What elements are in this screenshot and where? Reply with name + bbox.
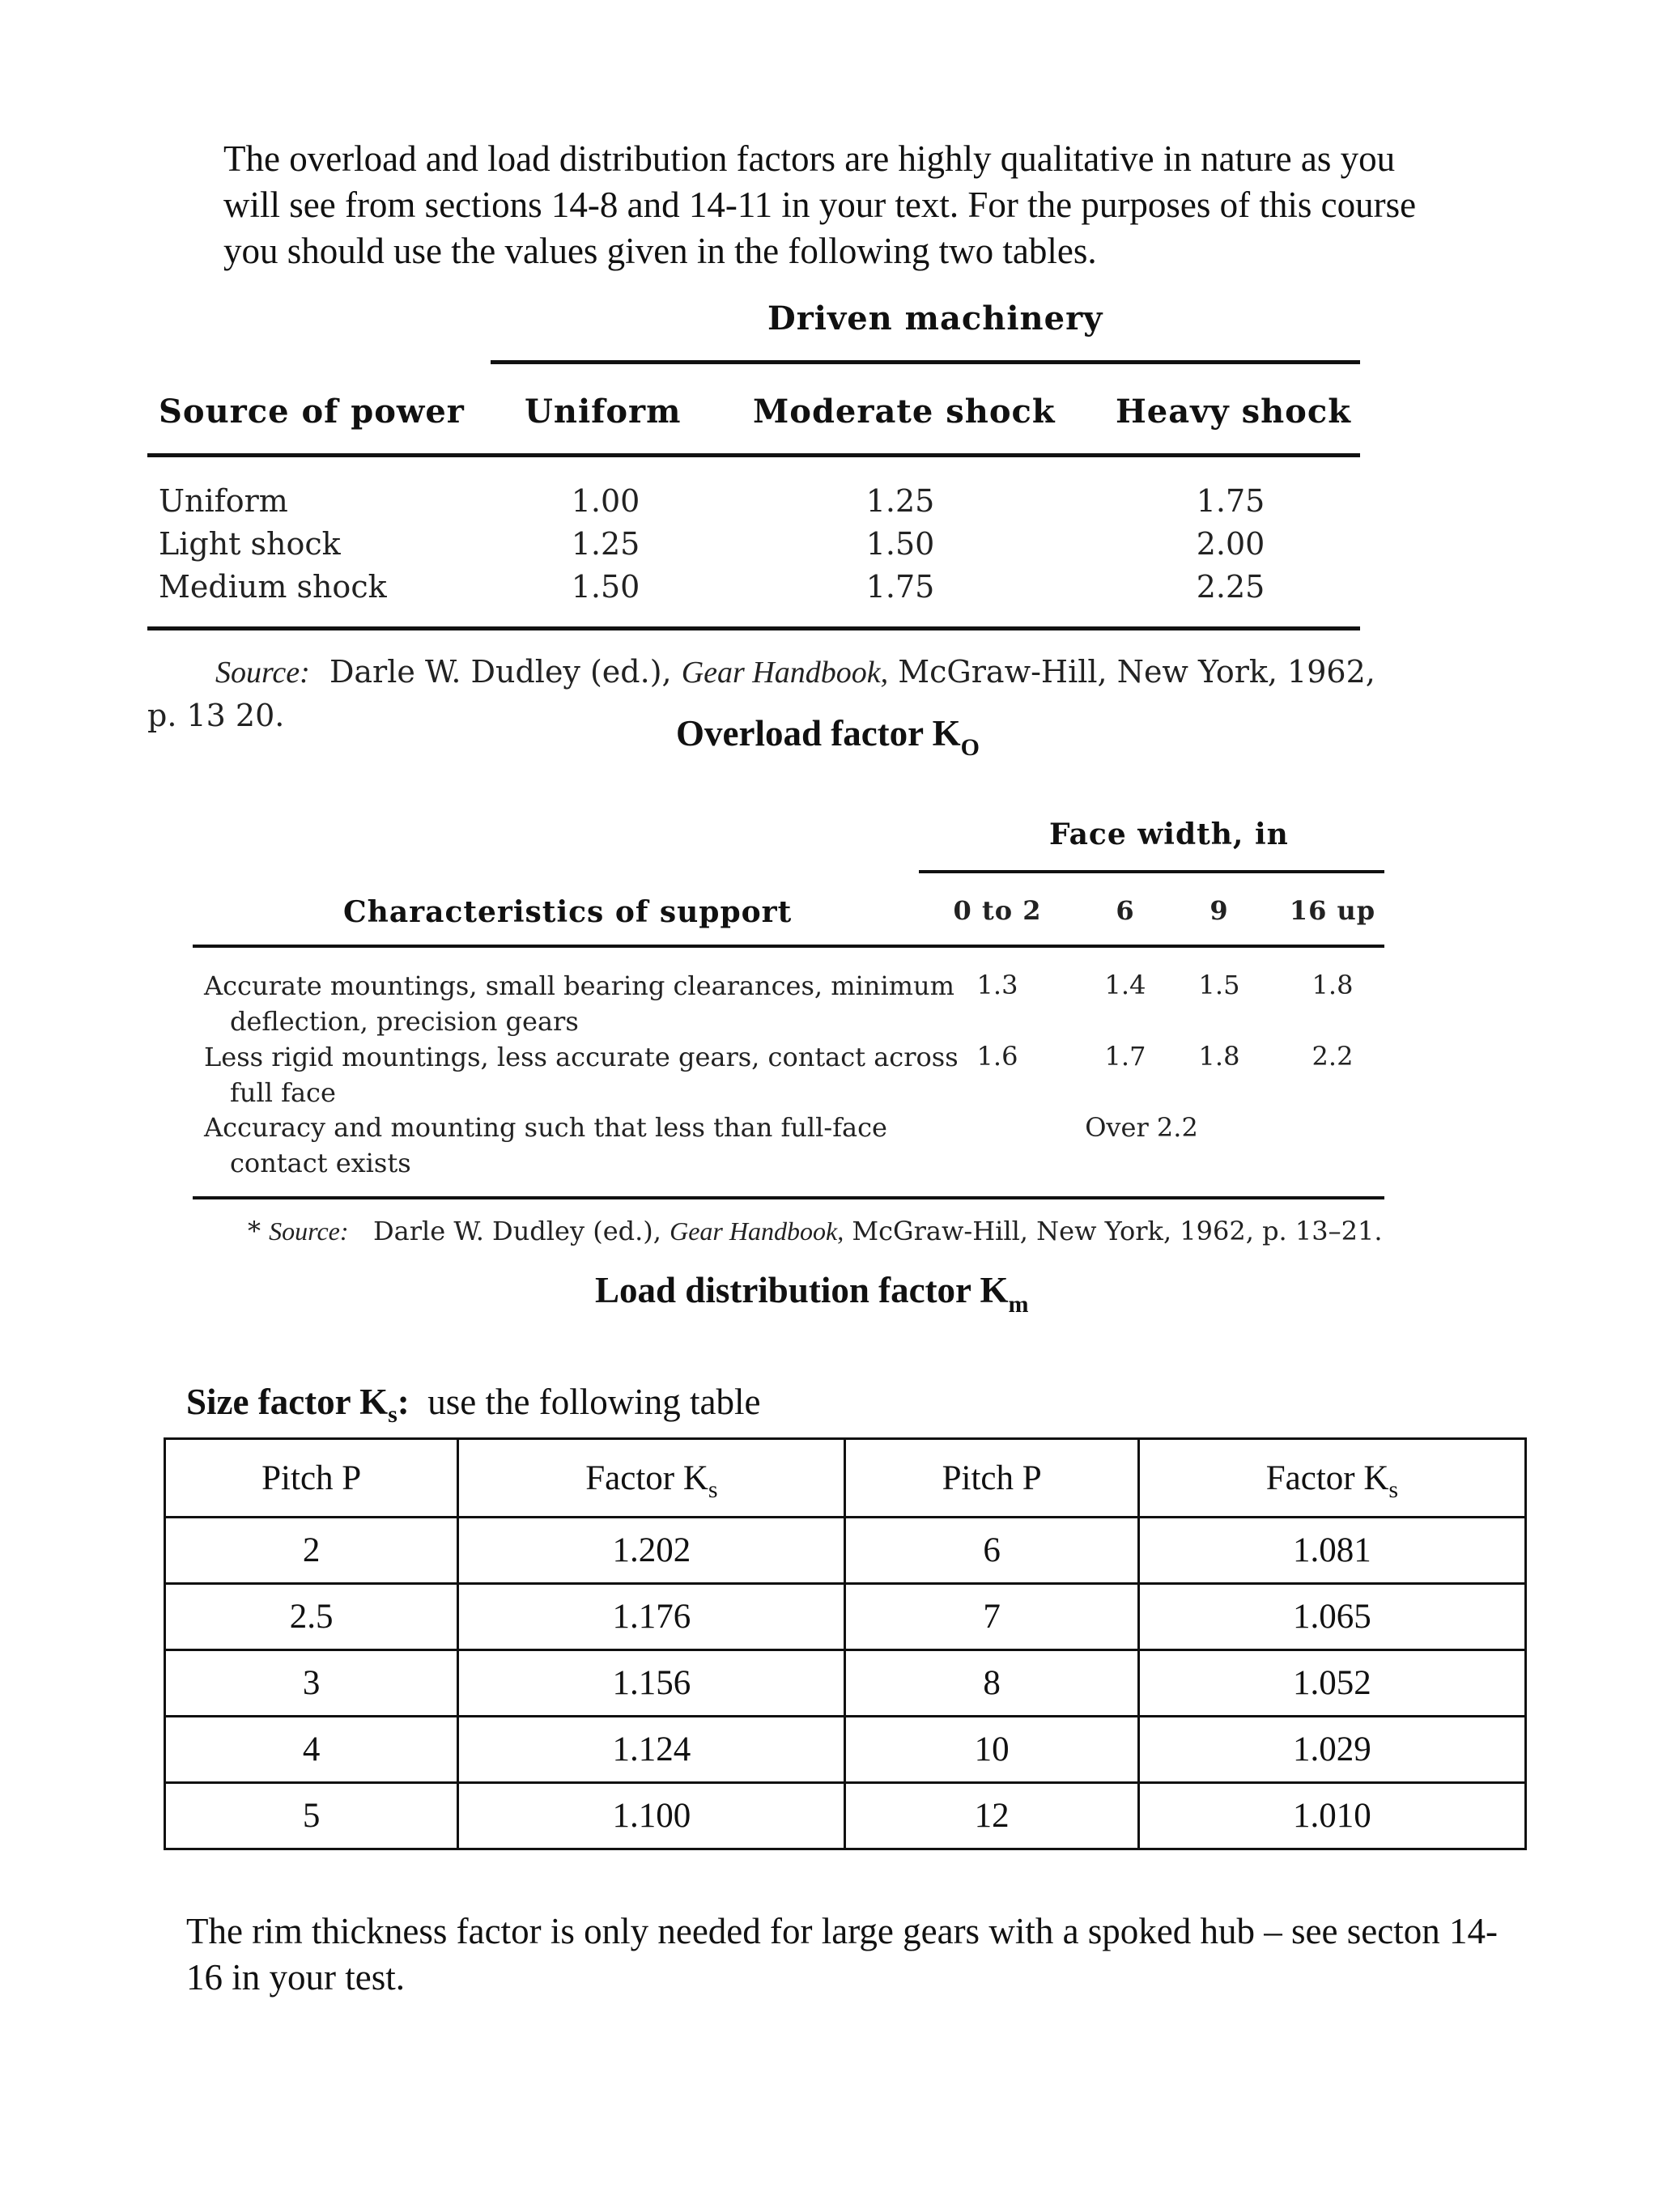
load-distribution-caption [595, 1269, 1029, 1318]
table-cell: 1.8 [1312, 970, 1354, 1000]
rule [147, 626, 1360, 630]
table-cell: 6 [845, 1518, 1138, 1584]
row-label: Light shock [159, 526, 341, 562]
intro-paragraph: The overload and load distribution factors are highly qualitative in nature as you will see from sections 14-8 and 14-11 in your text. For the purposes of this course you should use the values given in the following two tables. [223, 138, 1417, 271]
row-text-line: Accuracy and mounting such that less than full-face [204, 1112, 887, 1143]
outro-paragraph: The rim thickness factor is only needed for large gears with a spoked hub – see secton 14-16 in your test. [186, 1911, 1498, 1998]
heading-colon: : [397, 1382, 410, 1422]
table-cell: 2.00 [1196, 526, 1265, 562]
caption-text: Load distribution factor K [595, 1270, 1009, 1310]
table-cell: 1.8 [1198, 1041, 1240, 1072]
table-cell: 1.176 [458, 1584, 845, 1650]
source-book: Gear Handbook, [681, 656, 889, 690]
load-source-note [248, 1216, 1383, 1246]
table-cell: 4 [165, 1717, 458, 1783]
caption-text: Overload factor K [676, 713, 961, 754]
table-cell: 1.156 [458, 1650, 845, 1717]
size-factor-table [164, 1437, 1527, 1850]
table-cell: 2.2 [1312, 1041, 1354, 1072]
driven-machinery-header: Driven machinery [767, 299, 1103, 338]
caption-subscript: O [960, 734, 980, 761]
table-cell: 1.75 [865, 569, 935, 605]
rule [491, 360, 1360, 364]
table-cell: 1.6 [976, 1041, 1018, 1072]
header-text: Factor K [585, 1458, 708, 1497]
support-row-1 [204, 968, 954, 1039]
table-cell: 1.25 [571, 526, 640, 562]
col-header-moderate-shock: Moderate shock [753, 393, 1056, 431]
table-cell: 1.7 [1104, 1041, 1146, 1072]
table-cell: 1.065 [1138, 1584, 1525, 1650]
caption-subscript: m [1008, 1291, 1029, 1318]
heading-subscript: s [388, 1401, 397, 1428]
header-factor [1138, 1439, 1525, 1518]
source-book: Gear Handbook, [670, 1216, 844, 1246]
row-text-line: contact exists [230, 1148, 411, 1178]
table-row [165, 1650, 1526, 1717]
row-text-line: Accurate mountings, small bearing clearances, minimum [204, 970, 954, 1001]
table-row [165, 1518, 1526, 1584]
size-factor-heading [186, 1381, 761, 1428]
table-cell: 2.25 [1196, 569, 1265, 605]
table-cell: 7 [845, 1584, 1138, 1650]
source-publisher: McGraw-Hill, New York, 1962, [898, 654, 1375, 690]
table-cell: 1.081 [1138, 1518, 1525, 1584]
col-header-9: 9 [1209, 895, 1229, 926]
support-row-2 [204, 1039, 959, 1110]
row-text-line: deflection, precision gears [230, 1006, 579, 1037]
table-cell: 1.00 [571, 483, 640, 519]
header-subscript: s [1388, 1475, 1399, 1503]
table-row [165, 1717, 1526, 1783]
header-pitch: Pitch P [165, 1439, 458, 1518]
rule [919, 870, 1384, 873]
source-author: Darle W. Dudley (ed.), [373, 1216, 661, 1246]
table-cell: 12 [845, 1783, 1138, 1849]
col-header-16-up: 16 up [1289, 895, 1376, 926]
row-label: Medium shock [159, 569, 387, 605]
table-cell: 1.75 [1196, 483, 1265, 519]
rule [193, 1196, 1384, 1199]
table-cell: 1.029 [1138, 1717, 1525, 1783]
table-cell: 1.4 [1104, 970, 1146, 1000]
table-cell: 2.5 [165, 1584, 458, 1650]
rule [193, 945, 1384, 948]
table-cell: 3 [165, 1650, 458, 1717]
table-cell: 1.50 [865, 526, 935, 562]
table-cell: 1.100 [458, 1783, 845, 1849]
table-header-row [165, 1439, 1526, 1518]
table-cell: 8 [845, 1650, 1138, 1717]
header-factor [458, 1439, 845, 1518]
header-subscript: s [708, 1475, 718, 1503]
source-label: Source: [269, 1216, 349, 1246]
table-cell: 1.124 [458, 1717, 845, 1783]
source-author: Darle W. Dudley (ed.), [329, 654, 672, 690]
rule [147, 453, 1360, 457]
table-cell: 1.3 [976, 970, 1018, 1000]
heading-rest: use the following table [427, 1382, 761, 1422]
table-cell-span: Over 2.2 [1085, 1112, 1198, 1143]
table-cell: 1.202 [458, 1518, 845, 1584]
support-row-3 [204, 1110, 887, 1181]
overload-source-page: p. 13 20. [147, 698, 285, 733]
col-header-6: 6 [1116, 895, 1135, 926]
heading-bold: Size factor K [186, 1382, 389, 1422]
col-header-0-to-2: 0 to 2 [953, 895, 1042, 926]
source-publisher: McGraw-Hill, New York, 1962, p. 13–21. [852, 1216, 1383, 1246]
table-cell: 1.010 [1138, 1783, 1525, 1849]
row-label: Uniform [159, 483, 288, 519]
row-text-line: Less rigid mountings, less accurate gears, contact across [204, 1042, 959, 1072]
table-cell: 1.25 [865, 483, 935, 519]
overload-source-note [215, 654, 1375, 690]
table-cell: 2 [165, 1518, 458, 1584]
table-cell: 5 [165, 1783, 458, 1849]
table-cell: 1.5 [1198, 970, 1240, 1000]
source-of-power-header: Source of power [159, 393, 465, 431]
characteristics-header: Characteristics of support [343, 895, 793, 929]
table-row [165, 1584, 1526, 1650]
col-header-uniform: Uniform [525, 393, 682, 431]
source-star: * [248, 1216, 261, 1246]
table-cell: 1.50 [571, 569, 640, 605]
table-row [165, 1783, 1526, 1849]
table-cell: 1.052 [1138, 1650, 1525, 1717]
header-pitch: Pitch P [845, 1439, 1138, 1518]
face-width-header: Face width, in [1049, 817, 1289, 851]
table-cell: 10 [845, 1717, 1138, 1783]
row-text-line: full face [230, 1077, 336, 1108]
source-label: Source: [215, 656, 310, 690]
overload-factor-caption [676, 712, 980, 761]
col-header-heavy-shock: Heavy shock [1116, 393, 1351, 431]
header-text: Factor K [1265, 1458, 1389, 1497]
